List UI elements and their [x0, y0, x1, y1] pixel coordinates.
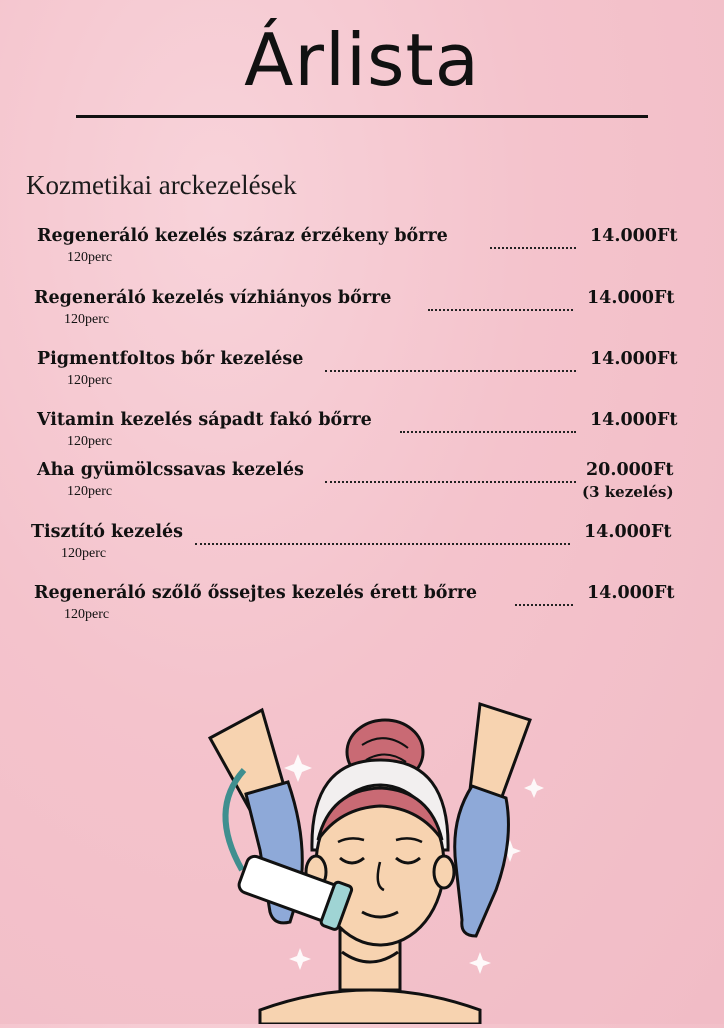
- treatment-price: 14.000Ft: [590, 410, 678, 430]
- treatment-price: 14.000Ft: [584, 522, 672, 542]
- treatment-duration: 120perc: [67, 434, 113, 449]
- treatment-price: 14.000Ft: [590, 226, 678, 246]
- treatment-duration: 120perc: [64, 312, 110, 327]
- dot-leader: [428, 309, 573, 311]
- section-title: Kozmetikai arckezelések: [26, 170, 297, 200]
- dot-leader: [325, 481, 576, 483]
- dot-leader: [400, 431, 576, 433]
- treatment-duration: 120perc: [67, 373, 113, 388]
- treatment-name: Vitamin kezelés sápadt fakó bőrre: [37, 410, 372, 430]
- treatment-price: 14.000Ft: [590, 349, 678, 369]
- treatment-price: 14.000Ft: [587, 583, 675, 603]
- treatment-price: 20.000Ft: [586, 460, 674, 480]
- treatment-name: Regeneráló szőlő őssejtes kezelés érett bőrre: [34, 583, 478, 603]
- treatment-note: (3 kezelés): [582, 483, 674, 501]
- treatment-name: Regeneráló kezelés száraz érzékeny bőrre: [37, 226, 448, 246]
- facial-treatment-illustration: [180, 690, 560, 1028]
- treatment-name: Tisztító kezelés: [31, 522, 184, 542]
- treatment-duration: 120perc: [67, 250, 113, 265]
- page-title: Árlista: [244, 18, 480, 102]
- dot-leader: [325, 370, 576, 372]
- dot-leader: [490, 247, 576, 249]
- title-underline: [76, 115, 648, 118]
- treatment-name: Regeneráló kezelés vízhiányos bőrre: [34, 288, 392, 308]
- treatment-price: 14.000Ft: [587, 288, 675, 308]
- dot-leader: [515, 604, 573, 606]
- treatment-duration: 120perc: [67, 484, 113, 499]
- treatment-duration: 120perc: [64, 607, 110, 622]
- treatment-name: Pigmentfoltos bőr kezelése: [37, 349, 304, 369]
- dot-leader: [195, 543, 570, 545]
- treatment-name: Aha gyümölcssavas kezelés: [37, 460, 304, 480]
- treatment-duration: 120perc: [61, 546, 107, 561]
